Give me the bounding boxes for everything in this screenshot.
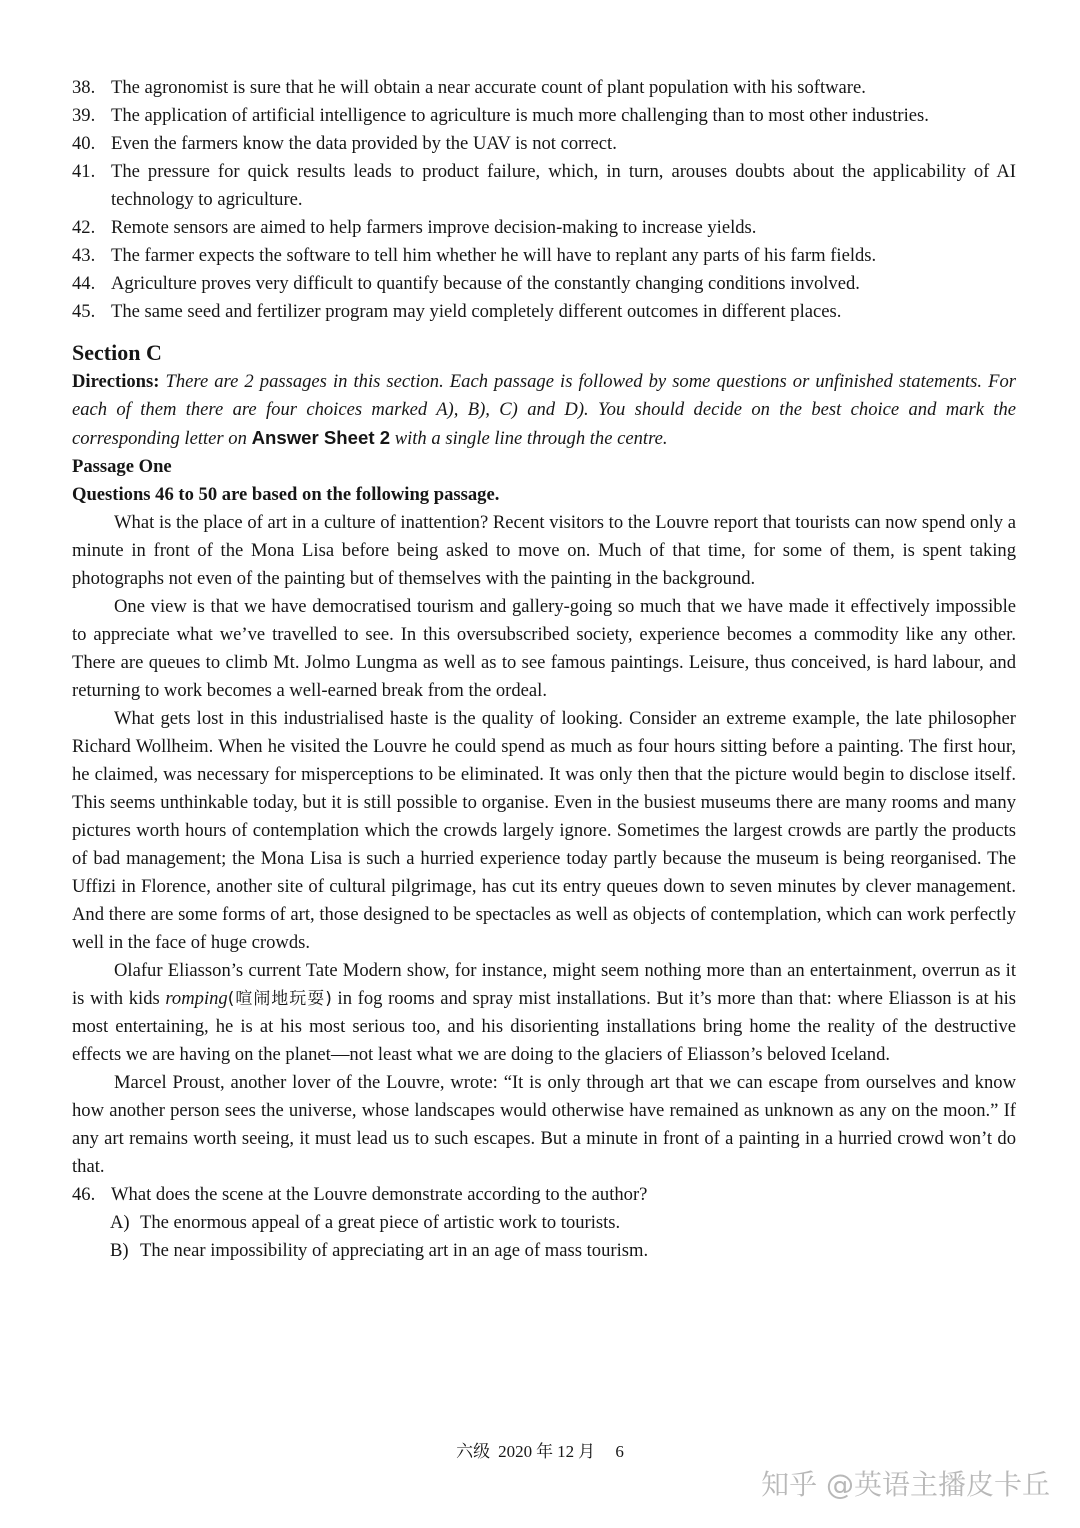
passage-paragraph: What gets lost in this industrialised haste is the quality of looking. Consider an extreme example, the late philosopher Richard Wollheim. When he visited the Louvre he could spend as much as four hours sitting before a painting. The first hour, he claimed, was necessary for misperceptions to be eliminated. It was only then that the picture would begin to disclose itself. This seems unthinkable today, but it is still possible to organise. Even in the busiest museums there are many rooms and many pictures worth hours of contemplation which the crowds largely ignore. Sometimes the largest crowds are partly the products of bad management; the Mona Lisa is such a hurried experience today partly because the museum is being reorganised. The Uffizi in Florence, another site of cultural pilgrimage, has cut its entry queues down to seven minutes by clever management. And there are some forms of art, those designed to be spectacles as well as objects of contemplation, which can work perfectly well in the face of huge crowds. [72, 708, 1016, 953]
passage-paragraph: One view is that we have democratised tourism and gallery-going so much that we have made it effectively impossible to appreciate what we’ve travelled to see. In this oversubscribed society, experience becomes a commodity like any other. There are queues to climb Mt. Jolmo Lungma as well as to see famous paintings. Leisure, thus conceived, is hard labour, and returning to work becomes a well-earned break from the ordeal. [72, 596, 1016, 701]
statement-item [72, 298, 1016, 326]
statement-item [72, 214, 1016, 242]
footer-month: 12 [557, 1442, 575, 1461]
watermark: 知乎 @英语主播皮卡丘 [761, 1468, 1050, 1501]
statement-text: The pressure for quick results leads to product failure, which, in turn, arouses doubts about the applicability of AI technology to agriculture. [111, 161, 1016, 210]
statement-text: Even the farmers know the data provided by the UAV is not correct. [111, 133, 617, 154]
directions-label: Directions: [72, 371, 160, 392]
statement-number: 41. [72, 161, 96, 182]
italic-word: romping [165, 988, 228, 1009]
statement-item [72, 74, 1016, 102]
statement-item [72, 130, 1016, 158]
footer-year: 2020 [498, 1442, 533, 1461]
passage-paragraph: What is the place of art in a culture of inattention? Recent visitors to the Louvre report that tourists can now spend only a minute in front of the Mona Lisa before being asked to move on. Much of that time, for some of them, is spent taking photographs not even of the painting but of themselves with the painting in the background. [72, 512, 1016, 589]
question-text: What does the scene at the Louvre demonstrate according to the author? [111, 1184, 648, 1205]
statement-text: The application of artificial intelligence to agriculture is much more challenging than to most other industries. [111, 105, 929, 126]
footer-year-unit: 年 [536, 1442, 554, 1462]
statement-number: 45. [72, 301, 96, 322]
statement-text: The farmer expects the software to tell him whether he will have to replant any parts of his farm fields. [111, 245, 877, 266]
statement-item [72, 158, 1016, 214]
statement-number: 38. [72, 77, 96, 98]
answer-option-a[interactable] [72, 1209, 1016, 1237]
answer-sheet-label: Answer Sheet 2 [251, 427, 391, 448]
page-footer [0, 1440, 1080, 1464]
statement-text: Agriculture proves very difficult to quantify because of the constantly changing conditions involved. [111, 273, 860, 294]
footer-month-unit: 月 [578, 1442, 596, 1462]
directions-text-end: with a single line through the centre. [394, 428, 668, 449]
option-text: The near impossibility of appreciating art in an age of mass tourism. [140, 1240, 649, 1261]
directions [72, 368, 1016, 453]
footer-exam: 六级 [456, 1442, 491, 1462]
passage-title: Passage One [72, 456, 172, 477]
section-title: Section C [72, 340, 162, 365]
statement-number: 43. [72, 245, 96, 266]
statement-item [72, 102, 1016, 130]
option-letter: A) [110, 1212, 130, 1233]
exam-page [72, 74, 1016, 1265]
statement-text: The same seed and fertilizer program may yield completely different outcomes in different places. [111, 301, 842, 322]
statement-number: 42. [72, 217, 96, 238]
paragraph-text: Olafur Eliasson’s current Tate Modern show, for instance, might seem nothing more than an entertainment, overrun as it is with kids [72, 960, 1016, 1009]
option-letter: B) [110, 1240, 129, 1261]
statement-item [72, 242, 1016, 270]
question-number: 46. [72, 1184, 96, 1205]
answer-option-b[interactable] [72, 1237, 1016, 1265]
passage-paragraph [72, 957, 1016, 1069]
option-text: The enormous appeal of a great piece of artistic work to tourists. [140, 1212, 621, 1233]
statement-number: 39. [72, 105, 96, 126]
passage-body [72, 509, 1016, 1181]
statement-text: Remote sensors are aimed to help farmers improve decision-making to increase yields. [111, 217, 757, 238]
chinese-gloss: (喧闹地玩耍) [227, 989, 332, 1009]
statement-text: The agronomist is sure that he will obtain a near accurate count of plant population with his software. [111, 77, 866, 98]
page-number: 6 [615, 1442, 624, 1461]
statement-item [72, 270, 1016, 298]
passage-intro: Questions 46 to 50 are based on the following passage. [72, 484, 500, 505]
paragraph-text: in fog rooms and spray mist installations. But it’s more than that: where Eliasson is at his most entertaining, he is at his most serious too, and his disorienting installations bring home the reality of the destructive effects we are having on the planet—not least what we are doing to the glaciers of Eliasson’s beloved Iceland. [72, 988, 1016, 1065]
statement-list [72, 74, 1016, 326]
statement-number: 44. [72, 273, 96, 294]
question-46 [72, 1181, 1016, 1209]
directions-text: There are 2 passages in this section. Each passage is followed by some questions or unfinished statements. For each of them there are four choices marked A), B), C) and D). You should decide on the best choice and mark the corresponding letter on [72, 371, 1016, 449]
passage-paragraph: Marcel Proust, another lover of the Louvre, wrote: “It is only through art that we can escape from ourselves and know how another person sees the universe, whose landscapes would otherwise have remained as unknown as any on the moon.” If any art remains worth seeing, it must lead us to such escapes. But a minute in front of a painting in a hurried crowd won’t do that. [72, 1072, 1016, 1177]
statement-number: 40. [72, 133, 96, 154]
